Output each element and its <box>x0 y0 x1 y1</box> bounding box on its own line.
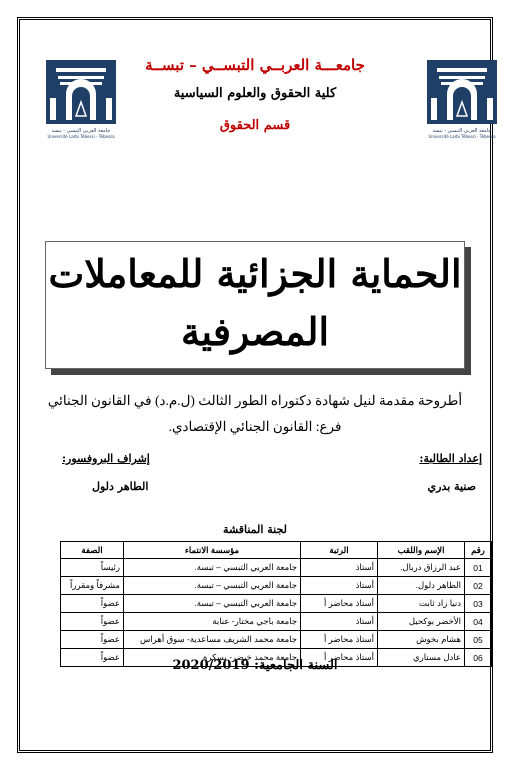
jury-cell-rank: أستاذ <box>301 577 378 595</box>
faculty-name: كلية الحقوق والعلوم السياسية <box>173 86 337 101</box>
thesis-title-line1: الحماية الجزائية للمعاملات <box>48 251 462 296</box>
jury-title: لجنة المناقشة <box>223 523 287 536</box>
supervisor-name: الطاهر دلول <box>92 480 149 493</box>
jury-cell-name: الطاهر دلول. <box>378 577 465 595</box>
logo-caption-latin: Université Larbi Tébessi - Tébessa <box>47 134 115 139</box>
jury-table-row <box>61 559 492 577</box>
jury-cell-rank: أستاذ محاضر أ <box>301 649 378 667</box>
thesis-title-box <box>45 241 465 369</box>
jury-cell-name: عبد الرزاق دربال. <box>378 559 465 577</box>
jury-table-row <box>61 631 492 649</box>
jury-cell-rank: أستاذ <box>301 559 378 577</box>
jury-table-row <box>61 595 492 613</box>
jury-cell-role: عضواً <box>61 595 124 613</box>
jury-table-header <box>61 542 492 559</box>
thesis-title-line2: المصرفية <box>180 309 330 354</box>
jury-cell-number: 01 <box>465 559 492 577</box>
jury-cell-institution: جامعة محمد الشريف مساعدية- سوق أهراس <box>124 631 301 649</box>
jury-cell-role: رئيساً <box>61 559 124 577</box>
supervisor-label: إشراف البروفسور: <box>62 452 150 465</box>
logo-caption-latin: Université Larbi Tébessi - Tébessa <box>428 134 496 139</box>
jury-cell-name: دنيا زاد ثابت <box>378 595 465 613</box>
academic-year-value: 2020/2019 <box>172 658 250 673</box>
jury-cell-institution: جامعة العربي التبسي – تبسة. <box>124 577 301 595</box>
jury-table <box>60 541 492 667</box>
jury-cell-number: 03 <box>465 595 492 613</box>
university-logo-right <box>425 58 499 138</box>
jury-cell-number: 02 <box>465 577 492 595</box>
jury-cell-number: 05 <box>465 631 492 649</box>
header-name: الإسم واللقب <box>378 542 465 559</box>
logo-caption: جامعة العربي التبسي - تبسة <box>51 128 111 134</box>
header-rank: الرتبة <box>301 542 378 559</box>
department-name: قسم الحقوق <box>219 118 291 133</box>
jury-cell-rank: أستاذ <box>301 613 378 631</box>
logo-caption: جامعة العربي التبسي - تبسة <box>432 128 492 134</box>
thesis-description: أطروحة مقدمة لنيل شهادة دكتوراه الطور الثالث (ل.م.د) في القانون الجنائي <box>47 393 463 408</box>
jury-cell-name: الأخضر بوكحيل <box>378 613 465 631</box>
jury-table-row <box>61 613 492 631</box>
jury-cell-role: عضواً <box>61 613 124 631</box>
jury-cell-institution: جامعة محمد خيضر- بسكرة <box>124 649 301 667</box>
thesis-branch: فرع: القانون الجنائي الإقتصادي. <box>168 419 342 434</box>
jury-cell-name: هشام بخوش <box>378 631 465 649</box>
jury-cell-role: مشرفاً ومقرراً <box>61 577 124 595</box>
jury-cell-rank: أستاذ محاضر أ <box>301 631 378 649</box>
header-role: الصفة <box>61 542 124 559</box>
academic-year <box>0 658 510 673</box>
header-number: رقم <box>465 542 492 559</box>
jury-cell-name: عادل مستاري <box>378 649 465 667</box>
header-institution: مؤسسة الانتماء <box>124 542 301 559</box>
jury-table-row <box>61 577 492 595</box>
jury-cell-institution: جامعة باجي مختار- عنابة <box>124 613 301 631</box>
jury-cell-role: عضواً <box>61 649 124 667</box>
student-label: إعداد الطالبة: <box>419 452 482 465</box>
university-name: جامعـــة العربــي التبســي – تبســة <box>145 56 365 74</box>
jury-cell-institution: جامعة العربي التبسي – تبسة. <box>124 595 301 613</box>
jury-cell-institution: جامعة العربي التبسي – تبسة. <box>124 559 301 577</box>
jury-cell-number: 04 <box>465 613 492 631</box>
jury-cell-rank: أستاذ محاضر أ <box>301 595 378 613</box>
jury-cell-role: عضواً <box>61 631 124 649</box>
jury-cell-number: 06 <box>465 649 492 667</box>
student-name: صنية بدري <box>427 480 476 493</box>
academic-year-label: السنة الجامعية: <box>254 658 338 673</box>
